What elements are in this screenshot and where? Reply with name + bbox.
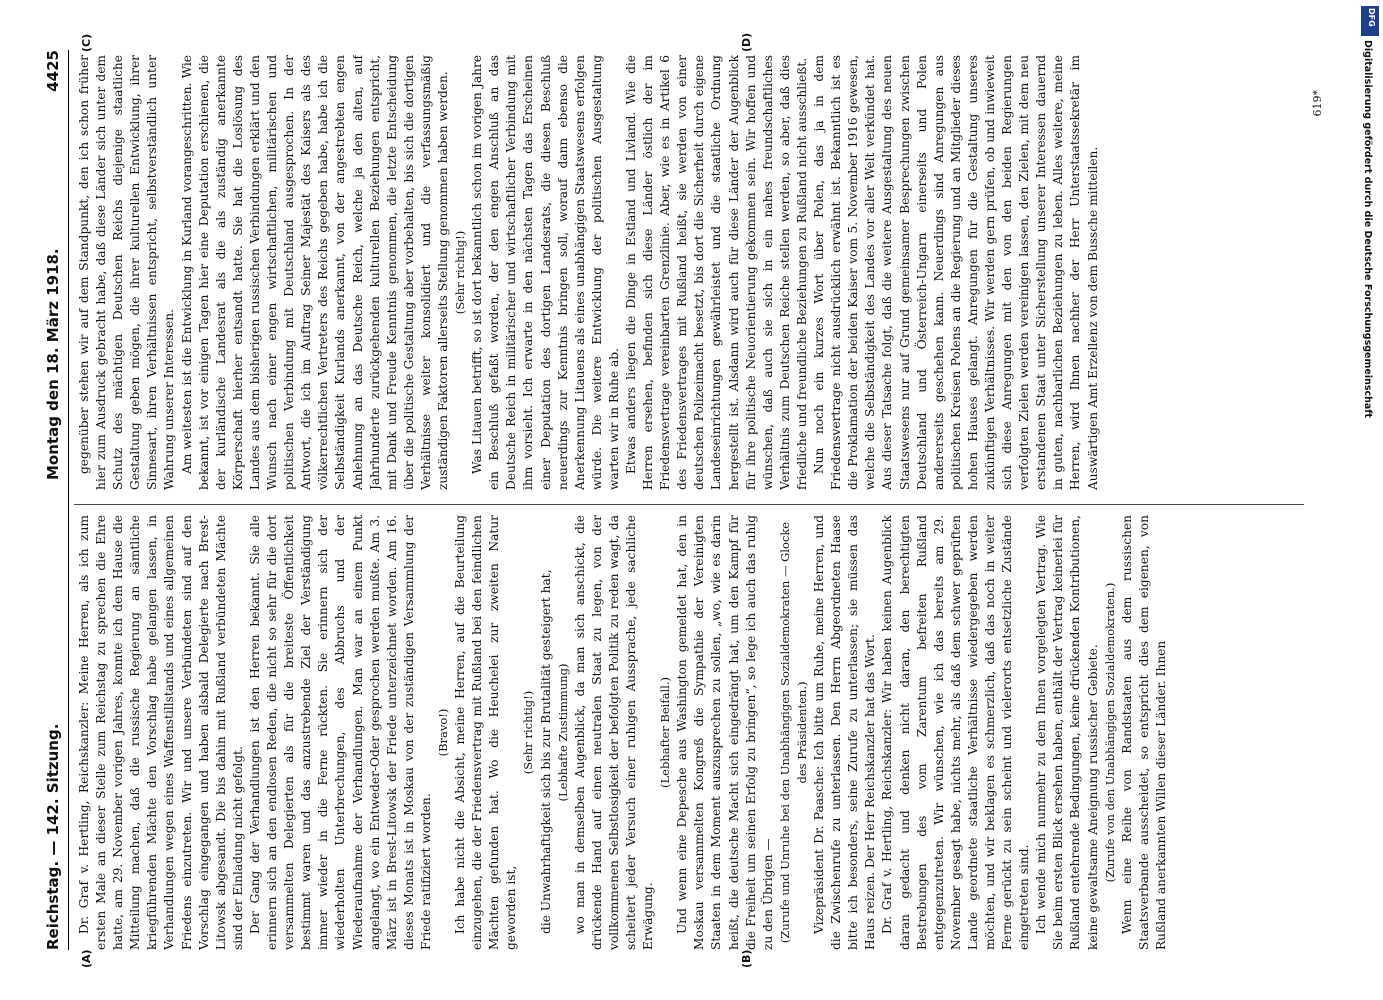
- header-date: Montag den 18. März 1918.: [44, 248, 62, 480]
- paragraph: (Sehr richtig!): [453, 230, 468, 315]
- footer-page-mark: 619*: [1311, 90, 1324, 117]
- paragraph: (Bravo!): [435, 708, 450, 757]
- paragraph: Am weitesten ist die Entwicklung in Kurland vorangeschritten. Wie bekannt, ist vor einigen Tagen hier eine Deputation erschienen, die der kurländische Landesrat als die als zuständig anerkannte Körperschaft hierher entsandt hatte. Sie hat die Loslösung des Landes aus dem bisherigen russischen Verbindungen erklärt und den Wunsch nach einer engen wirtschaftlichen, militärischen und politischen Verbindung mit Deutschland ausgesprochen. In der Antwort, die ich im Auftrag Seiner Majestät des Kaisers als des völkerrechtlichen Vertreters des Reichs gegeben habe, habe ich die Selbständigkeit Kurlands anerkannt, von der angestrebten engen Anlehnung an das Deutsche Reich, welche ja den alten, auf Jahrhunderte zurückgehenden kulturellen Beziehungen entspricht, mit Dank und Freude Kenntnis genommen, die letzte Entscheidung über die politische Gestaltung aber vorbehalten, bis sich die dortigen Verhältnisse weiter konsolidiert und die verfassungsmäßig zuständigen Faktoren allerseits Stellung genommen haben werden.: [179, 55, 450, 490]
- right-column: [76, 55, 1316, 490]
- paragraph: Vizepräsident Dr. Paasche: Ich bitte um Ruhe, meine Herren, und die Zwischenrufe zu unterlassen. Den Herrn Abgeordneten Haase bitte ich besonders, seine Zurufe zu unterlassen; sie müssen das Haus reizen. Der Herr Reichskanzler hat das Wort.: [812, 515, 878, 950]
- paragraph: Was Litauen betrifft, so ist dort bekanntlich schon im vorigen Jahre ein Beschluß gefaßt worden, der den engen Anschluß an das Deutsche Reich in militärischer und wirtschaftlicher Verbindung mit ihm vorsieht. Ich erwarte in den nächsten Tagen das Erscheinen einer Deputation des dortigen Landesrats, die diesen Beschluß neuerdings zur Kenntnis bringen soll, worauf dann ebenso die Anerkennung Litauens als eines unabhängigen Staatswesens erfolgen würde. Die weitere Entwicklung der politischen Ausgestaltung warten wir in Ruhe ab.: [470, 55, 621, 490]
- paragraph: (Lebhafter Beifall.): [658, 677, 673, 788]
- dfg-logo: DFG: [1361, 6, 1379, 36]
- paragraph: Etwas anders liegen die Dinge in Estland und Livland. Wie die Herren ersehen, befinden sich diese Länder östlich der im Friedensvertrage vereinbarten Grenzlinie. Aber, wie es in Artikel 6 des Friedensvertrages mit Rußland heißt, sie werden von einer deutschen Polizeimacht besetzt, bis dort die Sicherheit durch eigene Landeseinrichtungen gewährleistet und die staatliche Ordnung hergestellt ist. Alsdann wird auch für diese Länder der Augenblick für ihre politische Neuorientierung gekommen sein. Wir hoffen und wünschen, daß auch sie sich in ein nahes freundschaftliches Verhältnis zum Deutschen Reiche stellen werden, so aber, daß dies friedliche und freundliche Beziehungen zu Rußland nicht ausschließt.: [624, 55, 809, 490]
- header-session: Reichstag. — 142. Sitzung.: [44, 723, 62, 950]
- paragraph: Dr. Graf v. Hertling, Reichskanzler: Wir haben keinen Augenblick daran gedacht und denken nicht daran, den berechtigten Bestrebungen des vom Zarentum befreiten Rußland entgegenzutreten. Wir wünschen, wie ich das bereits am 29. November gesagt habe, nichts mehr, als daß dem schwer geprüften Lande geordnete staatliche Verhältnisse wiedergegeben werden möchten, und wir beklagen es schmerzlich, daß das noch in weiter Ferne gerückt zu sein scheint und vielerorts entsetzliche Zustände eingetreten sind.: [880, 515, 1032, 950]
- paragraph: Nun noch ein kurzes Wort über Polen, das ja in dem Friedensvertrage nicht ausdrücklich erwähnt ist. Bekanntlich ist es die Proklamation der beiden Kaiser vom 5. November 1916 gewesen, welche die Selbständigkeit des Landes vor aller Welt verkündet hat. Aus dieser Tatsache folgt, daß die weitere Ausgestaltung des neuen Staatswesens nur auf Grund gemeinsamer Besprechungen zwischen Deutschland und Österreich-Ungarn einerseits und Polen andererseits geschehen kann. Neuerdings sind Anregungen aus politischen Kreisen Polens an die Regierung und an Mitglieder dieses hohen Hauses gelangt. Anregungen für die Gestaltung unseres zukünftigen Verhältnisses. Wir werden gern prüfen, ob und inwieweit sich diese Anregungen mit den von den beiden Regierungen verfolgten Zielen werden vereinigen lassen, den Zielen, mit dem neu erstandenen Staat unter Sicherstellung unserer Interessen dauernd in guten, nachbarlichen Beziehungen zu leben. Alles weitere, meine Herren, wird Ihnen nachher der Herr Unterstaatssekretär im Auswärtigen Amt Erzellenz von dem Bussche mitteilen.: [812, 55, 1100, 490]
- left-column: [76, 515, 1316, 950]
- paragraph: wo man in demselben Augenblick, da man sich anschickt, die drückende Hand auf einen neutralen Staat zu legen, von der vollkommenen Selbstlosigkeit der befolgten Politik zu reden wagt, da scheitert jeder Versuch einer ruhigen Aussprache, jede sachliche Erwägung.: [572, 515, 656, 950]
- paragraph: (Zurufe und Unruhe bei den Unabhängigen Sozialdemokraten — Glocke des Präsidenten.): [777, 521, 809, 944]
- margin-marker-c: (C): [80, 33, 93, 52]
- page-header: [40, 50, 69, 950]
- margin-marker-a: (A): [80, 949, 93, 968]
- paragraph: gegenüber stehen wir auf dem Standpunkt, den ich schon früher hier zum Ausdruck gebracht habe, daß diese Länder sich unter dem Schutz des mächtigen Deutschen Reichs diejenige staatliche Gestaltung geben mögen, die ihrer kulturellen Entwicklung, ihrer Sinnesart, ihren Verhältnissen entspricht, selbstverständlich unter Wahrung unserer Interessen.: [77, 55, 177, 490]
- paragraph: Dr. Graf v. Hertling, Reichskanzler: Meine Herren, als ich zum ersten Male an dieser Stelle zum Reichstag zu sprechen die Ehre hatte, am 29. November vorigen Jahres, konnte ich dem Hause die Mitteilung machen, daß die russische Regierung an sämtliche kriegführenden Mächte den Vorschlag habe gelangen lassen, in Verhandlungen wegen eines Waffenstillstands und eines allgemeinen Friedens einzutreten. Wir und unsere Verbündeten sind auf den Vorschlag eingegangen und haben alsbald Delegierte nach Brest-Litowsk abgesandt. Die bis dahin mit Rußland verbündeten Mächte sind der Einladung nicht gefolgt.: [77, 515, 245, 950]
- margin-marker-b: (B): [740, 949, 753, 968]
- digitization-note: [1361, 40, 1375, 960]
- document-page: [40, 30, 1330, 970]
- header-page-number: 4425: [44, 50, 62, 92]
- paragraph: Und wenn eine Depesche aus Washington gemeldet hat, den in Moskau versammelten Kongreß die Sympathie der Vereinigten Staaten in dem Moment auszusprechen zu sollen, „wo, wie es darin heißt, die deutsche Macht sich eingedrängt hat, um den Kampf für die Freiheit um seinen Erfolg zu bringen“, so lege ich auch das ruhig zu den Übrigen —: [675, 515, 775, 950]
- paragraph: (Sehr richtig!): [521, 690, 536, 775]
- scanned-page-area: [40, 30, 1350, 970]
- paragraph: Wenn eine Reihe von Randstaaten aus dem russischen Staatsverbande ausscheidet, so entspricht dies dem eigenen, von Rußland anerkannten Willen dieser Länder. Ihnen: [1119, 515, 1168, 950]
- paragraph: (Zurufe von den Unabhängigen Sozialdemokraten.): [1102, 582, 1117, 883]
- paragraph: die Unwahrhaftigkeit sich bis zur Brutalität gesteigert hat,: [538, 569, 553, 934]
- paragraph: Der Gang der Verhandlungen ist den Herren bekannt. Sie alle erinnern sich an den endlosen Reden, die nicht so sehr für die dort versammelten Delegierten als für die breiteste Öffentlichkeit bestimmt waren und das anzustrebende Ziel der Verständigung immer wieder in die Ferne rückten. Sie erinnern sich der wiederholten Unterbrechungen, des Abbruchs und der Wiederaufnahme der Verhandlungen. Man war an einem Punkt angelangt, wo ein Entweder-Oder gesprochen werden mußte. Am 3. März ist in Brest-Litowsk der Friede unterzeichnet worden. Am 16. dieses Monats ist in Moskau von der zuständigen Versammlung der Friede ratifiziert worden.: [247, 515, 433, 950]
- digitization-note-text: Digitalisierung gefördert durch die Deutsche Forschungsgemeinschaft: [1362, 40, 1373, 418]
- paragraph: Ich wende mich nunmehr zu dem Ihnen vorgelegten Vertrag. Wie Sie beim ersten Blick ersehen haben, enthält der Vertrag keinerlei für Rußland entehrende Bedingungen, keine drückenden Kontributionen, keine gewaltsame Aneignung russischer Gebiete.: [1034, 515, 1100, 950]
- margin-marker-d: (D): [740, 32, 753, 52]
- paragraph: (Lebhafte Zustimmung): [555, 663, 570, 802]
- paragraph: Ich habe nicht die Absicht, meine Herren, auf die Beurteilung einzugehen, die der Friedensvertrag mit Rußland bei den feindlichen Mächten gefunden hat. Wo die Heuchelei zur zweiten Natur geworden ist,: [453, 515, 519, 950]
- column-divider: [74, 504, 1304, 505]
